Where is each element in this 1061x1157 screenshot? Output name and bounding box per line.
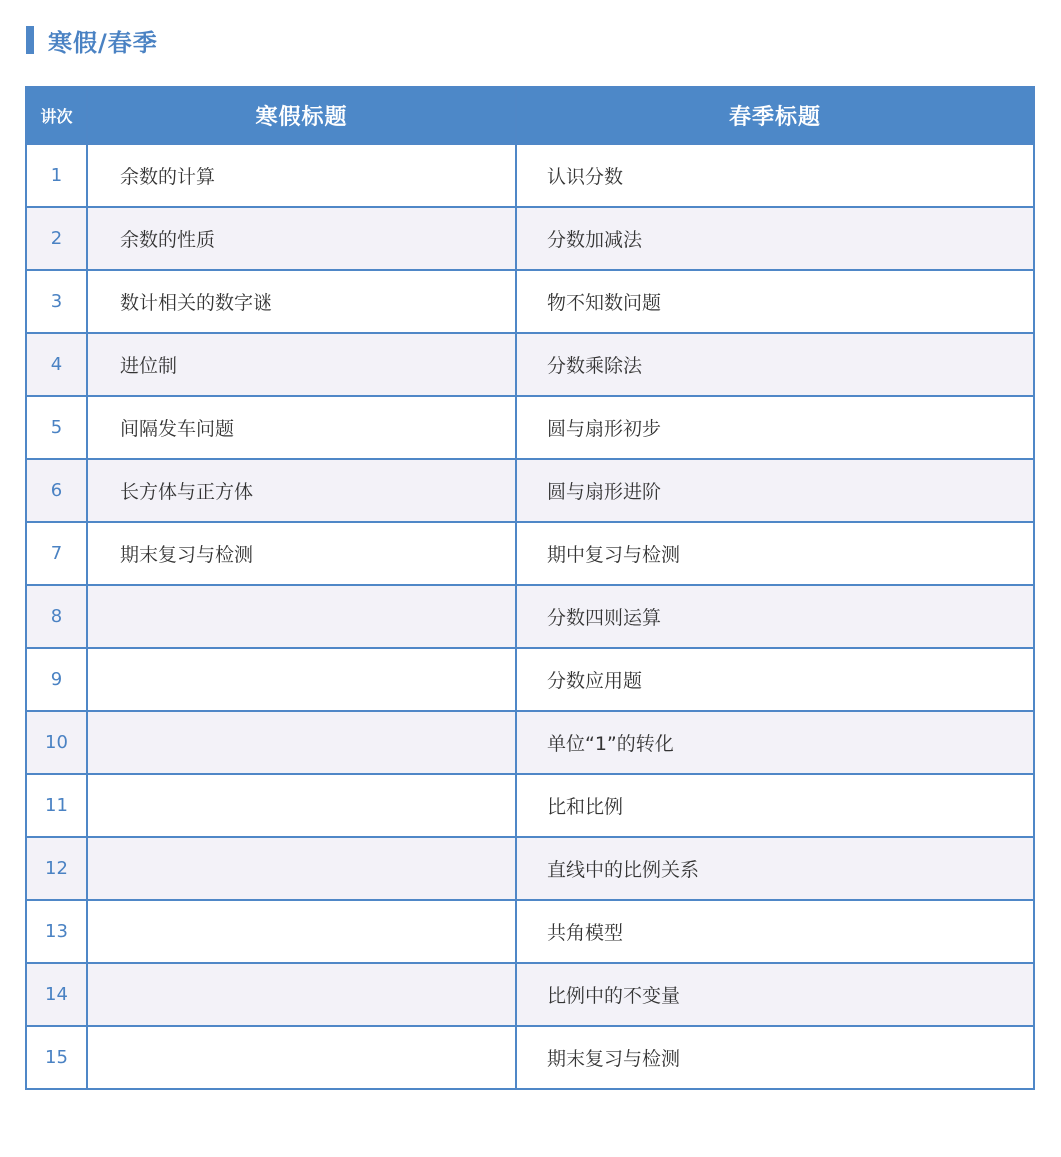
- winter-title-cell: [87, 585, 516, 648]
- winter-title-cell: [87, 900, 516, 963]
- lesson-number-cell: 6: [26, 459, 87, 522]
- table-row: [26, 459, 1034, 522]
- lesson-number-cell: 10: [26, 711, 87, 774]
- lesson-schedule-table: [25, 86, 1035, 1090]
- spring-title-cell: 直线中的比例关系: [516, 837, 1034, 900]
- winter-title-cell: [87, 837, 516, 900]
- table-header-row: [26, 87, 1034, 144]
- table-row: [26, 837, 1034, 900]
- winter-title-cell: 进位制: [87, 333, 516, 396]
- table-row: [26, 333, 1034, 396]
- section-title: [26, 24, 158, 56]
- table-row: [26, 1026, 1034, 1089]
- spring-title-cell: 物不知数问题: [516, 270, 1034, 333]
- winter-title-cell: [87, 774, 516, 837]
- spring-title-cell: 认识分数: [516, 144, 1034, 207]
- spring-title-cell: 单位“1”的转化: [516, 711, 1034, 774]
- table-row: [26, 585, 1034, 648]
- spring-title-cell: 分数乘除法: [516, 333, 1034, 396]
- table-row: [26, 774, 1034, 837]
- lesson-number-cell: 5: [26, 396, 87, 459]
- table-row: [26, 963, 1034, 1026]
- winter-title-cell: 余数的计算: [87, 144, 516, 207]
- lesson-number-cell: 3: [26, 270, 87, 333]
- title-accent-bar: [26, 26, 34, 54]
- lesson-number-cell: 12: [26, 837, 87, 900]
- lesson-number-cell: 7: [26, 522, 87, 585]
- lesson-number-cell: 9: [26, 648, 87, 711]
- winter-title-cell: 数计相关的数字谜: [87, 270, 516, 333]
- lesson-number-cell: 8: [26, 585, 87, 648]
- spring-title-cell: 圆与扇形初步: [516, 396, 1034, 459]
- lesson-number-cell: 13: [26, 900, 87, 963]
- table-row: [26, 144, 1034, 207]
- lesson-number-cell: 15: [26, 1026, 87, 1089]
- spring-title-cell: 分数应用题: [516, 648, 1034, 711]
- page-title: 寒假/春季: [48, 28, 158, 57]
- winter-title-cell: [87, 1026, 516, 1089]
- winter-title-cell: 余数的性质: [87, 207, 516, 270]
- spring-title-cell: 圆与扇形进阶: [516, 459, 1034, 522]
- table-row: [26, 711, 1034, 774]
- winter-title-cell: [87, 711, 516, 774]
- spring-title-cell: 比例中的不变量: [516, 963, 1034, 1026]
- winter-title-cell: 长方体与正方体: [87, 459, 516, 522]
- winter-title-cell: [87, 963, 516, 1026]
- spring-title-cell: 比和比例: [516, 774, 1034, 837]
- winter-title-cell: 期末复习与检测: [87, 522, 516, 585]
- lesson-number-cell: 11: [26, 774, 87, 837]
- winter-title-cell: 间隔发车问题: [87, 396, 516, 459]
- header-lesson-number: 讲次: [26, 87, 87, 144]
- header-spring-title: 春季标题: [516, 87, 1034, 144]
- table-row: [26, 900, 1034, 963]
- lesson-number-cell: 4: [26, 333, 87, 396]
- spring-title-cell: 期中复习与检测: [516, 522, 1034, 585]
- header-winter-title: 寒假标题: [87, 87, 516, 144]
- lesson-number-cell: 14: [26, 963, 87, 1026]
- spring-title-cell: 分数加减法: [516, 207, 1034, 270]
- table-row: [26, 270, 1034, 333]
- spring-title-cell: 共角模型: [516, 900, 1034, 963]
- table-row: [26, 522, 1034, 585]
- table-row: [26, 207, 1034, 270]
- lesson-number-cell: 2: [26, 207, 87, 270]
- winter-title-cell: [87, 648, 516, 711]
- table-row: [26, 396, 1034, 459]
- table-row: [26, 648, 1034, 711]
- spring-title-cell: 期末复习与检测: [516, 1026, 1034, 1089]
- lesson-number-cell: 1: [26, 144, 87, 207]
- spring-title-cell: 分数四则运算: [516, 585, 1034, 648]
